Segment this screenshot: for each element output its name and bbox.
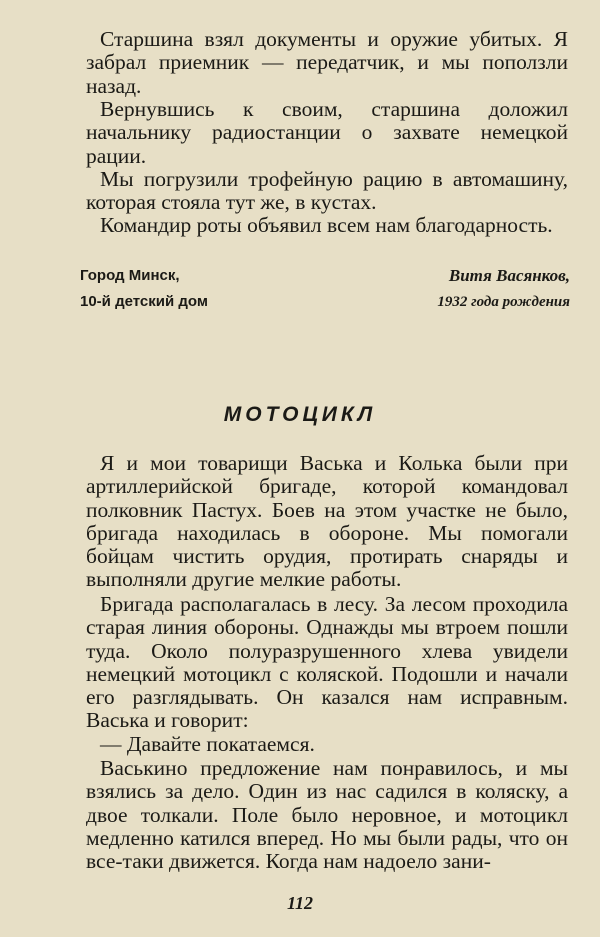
- signature-place-city: Город Минск,: [80, 267, 180, 284]
- signature-author: Витя Васянков,: [448, 266, 570, 285]
- paragraph-documents: Старшина взял документы и оружие убитых. Я забрал приемник — передатчик, и мы поползли назад.: [86, 27, 568, 98]
- paragraph-return: Вернувшись к своим, старшина доложил начальнику радиостанции о захвате немецкой рации.: [86, 97, 568, 168]
- paragraph-lets-ride: — Давайте покатаемся.: [100, 732, 315, 756]
- paragraph-brigade: Я и мои товарищи Васька и Колька были при артиллерийской бригаде, которой командовал полковник Пастух. Боев на этом участке не было, бригада находилась в обороне. Мы помогали бойцам чистить орудия, протирать снаряды и выполняли другие мелкие работы.: [86, 451, 568, 592]
- page-number: 112: [286, 893, 313, 913]
- signature-place-home: 10-й детский дом: [80, 293, 208, 310]
- paragraph-radio-loaded: Мы погрузили трофейную рацию в автомашину, которая стояла тут же, в кустах.: [86, 167, 568, 215]
- paragraph-pushing: Васькино предложение нам понравилось, и мы взялись за дело. Один из нас садился в коляску, а двое толкали. Поле было неровное, и мотоцикл медленно катился вперед. Но мы были рады, что он все-таки движется. Когда нам надоело зани-: [86, 756, 568, 874]
- paragraph-gratitude: Командир роты объявил всем нам благодарность.: [100, 213, 553, 237]
- paragraph-forest: Бригада располагалась в лесу. За лесом проходила старая линия обороны. Однажды мы втроем пошли туда. Около полуразрушенного хлева увидели немецкий мотоцикл с коляской. Подошли и начали его разглядывать. Он казался нам исправным. Васька и говорит:: [86, 592, 568, 733]
- signature-birth-year: 1932 года рождения: [437, 294, 570, 310]
- story-title: МОТОЦИКЛ: [223, 403, 377, 426]
